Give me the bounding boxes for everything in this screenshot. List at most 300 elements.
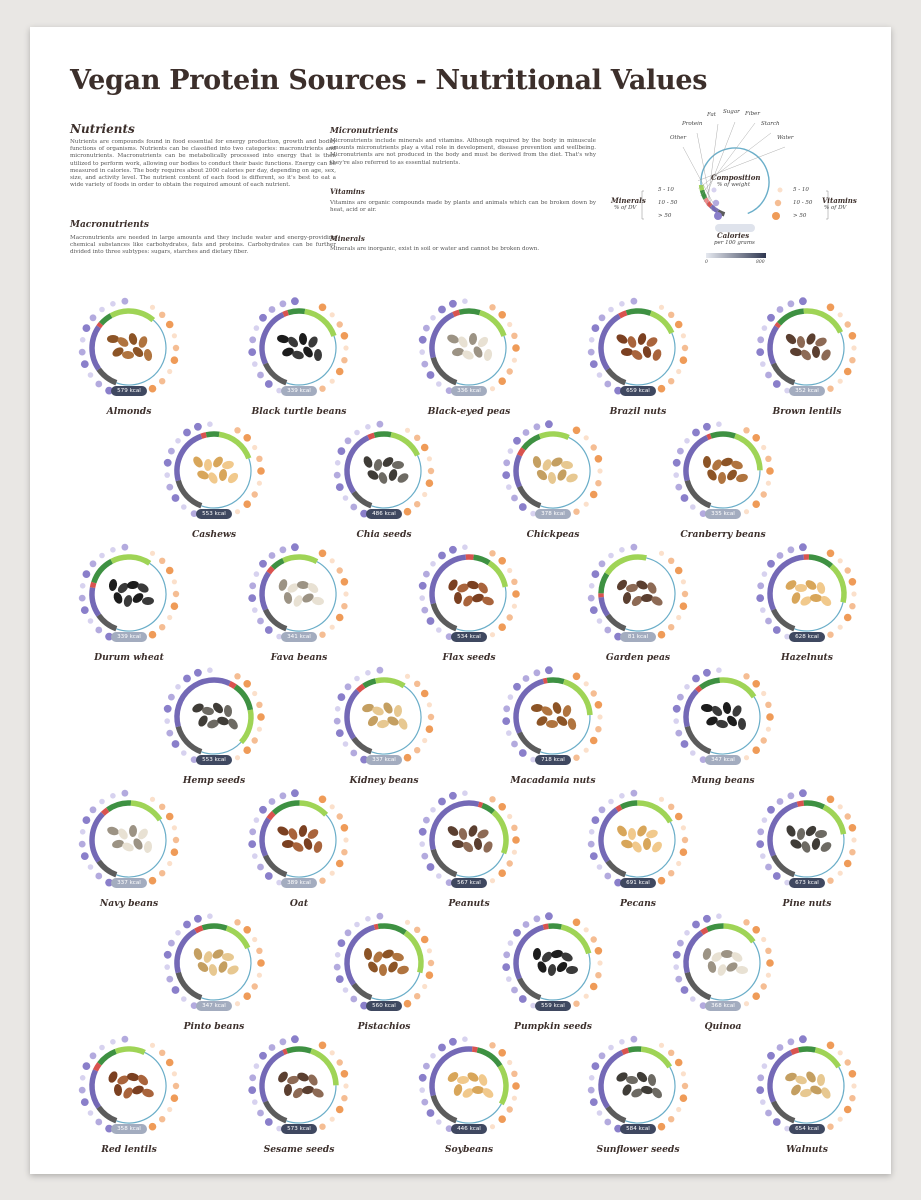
- mineral-bubble: [419, 582, 427, 590]
- food-piece: [790, 591, 802, 605]
- mineral-bubble: [423, 1063, 430, 1070]
- vitamin-bubble: [159, 558, 165, 564]
- mineral-bubble: [799, 297, 807, 305]
- vitamin-bubble: [676, 1107, 681, 1112]
- mineral-bubble: [164, 964, 170, 970]
- calorie-badge: 560 kcal: [366, 1001, 402, 1011]
- vitamin-bubble: [511, 825, 517, 831]
- vitamin-bubble: [851, 837, 856, 842]
- vitamin-bubble: [414, 501, 420, 507]
- vitamin-bubble: [766, 973, 771, 978]
- food-piece: [458, 827, 468, 840]
- food-piece: [393, 705, 402, 718]
- mineral-bubble: [254, 1063, 260, 1069]
- composition-fat: [519, 449, 523, 456]
- mineral-bubble: [338, 693, 346, 701]
- food-name: Black-eyed peas: [427, 406, 511, 417]
- food-piece: [736, 965, 749, 974]
- composition-fat: [99, 324, 101, 327]
- mineral-bubble: [335, 952, 341, 958]
- vitamin-bubble: [149, 1123, 157, 1131]
- mineral-bubble: [449, 546, 457, 554]
- vitamin-bubble: [234, 427, 240, 433]
- vitamin-bubble: [851, 345, 856, 350]
- vitamin-bubble: [675, 567, 683, 575]
- legend-vitamin-dot-0: [778, 188, 783, 193]
- vitamin-bubble: [159, 378, 165, 384]
- vitamin-bubble: [512, 850, 517, 855]
- composition-starch: [724, 926, 754, 942]
- mineral-bubble: [99, 553, 105, 559]
- vitamin-bubble: [489, 796, 495, 802]
- composition-fat: [453, 312, 459, 314]
- vitamin-bubble: [330, 625, 335, 630]
- composition-other: [608, 615, 626, 629]
- food-illustration: [784, 332, 833, 362]
- mineral-bubble: [777, 1044, 784, 1051]
- mineral-bubble: [592, 324, 600, 332]
- vitamin-bubble: [668, 378, 674, 384]
- food-piece: [371, 950, 384, 964]
- legend-protein-label: Protein: [682, 121, 703, 127]
- calorie-badge: 337 kcal: [111, 878, 147, 888]
- mineral-bubble: [335, 706, 341, 712]
- mineral-bubble: [462, 298, 468, 304]
- vitamin-bubble: [498, 557, 506, 565]
- mineral-bubble: [590, 852, 598, 860]
- food-card: [159, 910, 269, 1040]
- vitamin-bubble: [827, 1124, 833, 1130]
- vitamin-bubble: [507, 1060, 512, 1065]
- mineral-bubble: [343, 741, 349, 747]
- vitamin-bubble: [414, 993, 420, 999]
- mineral-bubble: [692, 675, 700, 683]
- vitamin-bubble: [595, 972, 601, 978]
- mineral-bubble: [604, 381, 611, 388]
- mineral-bubble: [365, 424, 371, 430]
- vitamin-bubble: [243, 746, 251, 754]
- mineral-bubble: [80, 337, 86, 343]
- composition-fiber: [374, 434, 391, 435]
- mineral-bubble: [592, 570, 600, 578]
- composition-fat: [543, 680, 547, 681]
- composition-fiber: [628, 1049, 641, 1050]
- mineral-bubble: [427, 863, 435, 871]
- vitamin-bubble: [681, 579, 686, 584]
- mineral-bubble: [619, 1039, 625, 1045]
- vitamin-bubble: [341, 603, 347, 609]
- mineral-bubble: [673, 718, 679, 724]
- composition-fiber: [287, 1049, 311, 1051]
- mineral-bubble: [503, 459, 510, 466]
- mineral-bubble: [436, 627, 442, 633]
- mineral-bubble: [675, 730, 682, 737]
- vitamin-bubble: [341, 578, 349, 586]
- composition-fat: [543, 926, 548, 927]
- composition-fiber: [206, 434, 219, 435]
- food-piece: [735, 473, 748, 483]
- composition-starch: [824, 807, 844, 834]
- mineral-bubble: [88, 372, 94, 378]
- mineral-bubble: [599, 806, 606, 813]
- vitamin-bubble: [421, 444, 429, 452]
- vitamin-bubble: [752, 926, 760, 934]
- mineral-bubble: [207, 421, 213, 427]
- vitamin-bubble: [675, 813, 683, 821]
- mineral-bubble: [252, 853, 258, 859]
- food-piece: [721, 950, 733, 958]
- mineral-bubble: [777, 798, 784, 805]
- vitamin-bubble: [851, 591, 856, 596]
- vitamin-bubble: [330, 379, 335, 384]
- mineral-bubble: [377, 421, 384, 428]
- composition-starch: [489, 563, 505, 587]
- food-piece: [226, 717, 240, 731]
- vitamin-bubble: [404, 508, 412, 516]
- composition-fat: [368, 435, 374, 437]
- mineral-bubble: [280, 792, 287, 799]
- food-card: [74, 541, 184, 671]
- vitamin-bubble: [845, 321, 851, 327]
- vitamin-bubble: [595, 947, 603, 955]
- mineral-bubble: [365, 916, 371, 922]
- food-piece: [472, 1086, 484, 1094]
- vitamin-bubble: [252, 491, 258, 497]
- mineral-bubble: [269, 552, 276, 559]
- vitamin-bubble: [336, 1106, 344, 1114]
- vitamin-bubble: [257, 467, 265, 475]
- mineral-bubble: [252, 361, 258, 367]
- food-card: [668, 910, 778, 1040]
- composition-starch: [540, 434, 569, 437]
- food-illustration: [532, 948, 578, 977]
- food-card: [752, 541, 862, 671]
- mineral-bubble: [519, 749, 527, 757]
- mineral-bubble: [777, 552, 784, 559]
- vitamin-bubble: [668, 1116, 674, 1122]
- vitamin-bubble: [330, 804, 335, 809]
- micronutrients-paragraph: Micronutrients include minerals and vitamins. Although required by the body in minuscule amounts micronutrients play a vital role in development, disease prevention and wellbeing. Micronutrients are not produced in the body and must be derived from the diet. That's why they're also referred to as essential nutrients.: [330, 138, 596, 166]
- composition-starch: [637, 803, 670, 822]
- vitamin-bubble: [414, 681, 420, 687]
- mineral-bubble: [716, 913, 722, 919]
- mineral-bubble: [589, 337, 595, 343]
- food-piece: [651, 348, 663, 362]
- mineral-bubble: [788, 1038, 795, 1045]
- vitamin-bubble: [595, 480, 601, 486]
- food-name: Chia seeds: [356, 529, 412, 540]
- mineral-bubble: [81, 360, 89, 368]
- composition-starch: [720, 680, 754, 697]
- mineral-bubble: [436, 381, 442, 387]
- vitamin-bubble: [507, 614, 513, 620]
- mineral-bubble: [760, 361, 766, 367]
- calorie-badge: 341 kcal: [281, 632, 317, 642]
- legend-segment-fiber: [702, 190, 705, 198]
- composition-other: [608, 1107, 626, 1121]
- mineral-bubble: [122, 790, 129, 797]
- mineral-bubble: [99, 799, 105, 805]
- food-illustration: [784, 578, 833, 608]
- composition-starch: [111, 311, 153, 320]
- composition-fiber: [547, 680, 564, 682]
- food-piece: [122, 350, 135, 359]
- food-piece: [468, 333, 477, 346]
- mineral-bubble: [345, 929, 352, 936]
- composition-other: [773, 610, 794, 629]
- mineral-bubble: [631, 544, 638, 551]
- food-illustration: [276, 824, 324, 854]
- calorie-badge: 347 kcal: [705, 755, 741, 765]
- mineral-bubble: [545, 912, 553, 920]
- food-piece: [795, 584, 807, 592]
- calorie-badge: 579 kcal: [111, 386, 147, 396]
- food-piece: [108, 578, 118, 591]
- vitamin-bubble: [426, 725, 434, 733]
- food-card: [159, 664, 269, 794]
- food-name: Kidney beans: [349, 775, 419, 786]
- mineral-bubble: [716, 667, 722, 673]
- vitamin-bubble: [511, 333, 517, 339]
- food-illustration: [107, 1070, 155, 1100]
- vitamin-bubble: [426, 479, 434, 487]
- food-piece: [785, 824, 798, 838]
- food-piece: [561, 704, 572, 718]
- vitamin-bubble: [159, 804, 165, 810]
- vitamin-bubble: [827, 796, 835, 804]
- food-name: Chickpeas: [526, 529, 580, 540]
- mineral-bubble: [248, 348, 256, 356]
- vitamin-bubble: [682, 837, 688, 843]
- food-piece: [396, 471, 410, 484]
- mineral-bubble: [175, 930, 181, 936]
- mineral-bubble: [767, 806, 775, 814]
- vitamin-bubble: [498, 869, 506, 877]
- mineral-bubble: [350, 996, 357, 1003]
- food-name: Pecans: [620, 898, 656, 909]
- calorie-badge: 358 kcal: [111, 1124, 147, 1134]
- composition-protein: [92, 814, 103, 861]
- food-illustration: [191, 701, 240, 731]
- vitamin-bubble: [511, 1071, 517, 1077]
- mineral-bubble: [590, 360, 598, 368]
- vitamin-bubble: [498, 803, 506, 811]
- legend-calories-min: 0: [705, 260, 708, 265]
- vitamin-bubble: [426, 971, 434, 979]
- food-piece: [710, 704, 724, 718]
- composition-other: [687, 481, 710, 506]
- composition-fat: [283, 313, 288, 315]
- mineral-bubble: [590, 1098, 598, 1106]
- food-piece: [561, 460, 574, 470]
- vitamin-bubble: [766, 713, 774, 721]
- vitamin-bubble: [235, 509, 240, 514]
- food-piece: [306, 335, 319, 349]
- food-piece: [482, 840, 495, 854]
- composition-water: [456, 853, 503, 877]
- composition-starch: [116, 1049, 145, 1052]
- mineral-bubble: [597, 618, 603, 624]
- legend-leader-line: [707, 124, 718, 206]
- food-piece: [565, 472, 579, 484]
- food-piece: [223, 705, 232, 718]
- legend-mineral-dot-0: [712, 188, 717, 193]
- food-piece: [208, 963, 218, 976]
- food-name: Pumpkin seeds: [514, 1021, 592, 1032]
- food-card: [74, 1033, 184, 1163]
- mineral-bubble: [767, 1052, 775, 1060]
- mineral-bubble: [95, 381, 102, 388]
- food-piece: [277, 578, 289, 592]
- vitamins-paragraph: Vitamins are organic compounds made by plants and animals which can be broken down by heat, acid or air.: [330, 200, 596, 214]
- mineral-bubble: [597, 864, 603, 870]
- mineral-bubble: [345, 683, 352, 690]
- vitamin-bubble: [752, 500, 760, 508]
- mineral-bubble: [599, 314, 606, 321]
- food-card: [583, 541, 693, 671]
- mineral-bubble: [181, 504, 187, 510]
- composition-protein: [92, 1070, 99, 1107]
- vitamin-bubble: [159, 624, 165, 630]
- mineral-bubble: [259, 314, 267, 322]
- composition-other: [687, 727, 710, 752]
- mineral-bubble: [269, 1044, 276, 1051]
- food-piece: [387, 468, 398, 482]
- vitamin-bubble: [682, 591, 688, 597]
- composition-fiber: [274, 803, 300, 813]
- mineral-bubble: [81, 1098, 89, 1106]
- mineral-bubble: [166, 730, 173, 737]
- mineral-bubble: [631, 790, 638, 797]
- mineral-bubble: [508, 448, 514, 454]
- vitamin-bubble: [752, 746, 760, 754]
- mineral-bubble: [438, 306, 446, 314]
- composition-fat: [777, 324, 779, 327]
- vitamin-bubble: [511, 579, 517, 585]
- mineral-bubble: [291, 1035, 299, 1043]
- mineral-bubble: [589, 583, 595, 589]
- mineral-bubble: [534, 669, 541, 676]
- food-card: [668, 418, 778, 548]
- mineral-bubble: [183, 921, 191, 929]
- mineral-bubble: [506, 976, 512, 982]
- food-piece: [483, 348, 493, 361]
- vitamin-bubble: [330, 1050, 335, 1055]
- composition-starch: [131, 803, 160, 820]
- mineral-bubble: [449, 1038, 457, 1046]
- vitamin-bubble: [761, 737, 767, 743]
- vitamin-bubble: [595, 455, 603, 463]
- mineral-bubble: [523, 429, 530, 436]
- mineral-bubble: [95, 1119, 102, 1126]
- composition-protein: [601, 597, 608, 615]
- food-name: Navy beans: [99, 898, 159, 909]
- mineral-bubble: [90, 314, 97, 321]
- mineral-bubble: [265, 380, 273, 388]
- legend-mineral-dot-2: [714, 212, 722, 220]
- mineral-bubble: [249, 828, 256, 835]
- legend-vitamin-dot-1: [775, 200, 781, 206]
- mineral-bubble: [767, 560, 775, 568]
- composition-water: [794, 602, 843, 631]
- mineral-bubble: [110, 547, 116, 553]
- mineral-bubble: [757, 1074, 764, 1081]
- mineral-bubble: [249, 336, 256, 343]
- food-name: Fava beans: [270, 652, 328, 663]
- vitamin-bubble: [422, 738, 427, 743]
- food-card: [329, 418, 439, 548]
- mineral-bubble: [673, 459, 681, 467]
- mineral-bubble: [427, 1109, 435, 1117]
- vitamin-bubble: [584, 927, 589, 932]
- vitamin-bubble: [658, 1123, 666, 1131]
- mineral-bubble: [690, 996, 696, 1002]
- mineral-bubble: [703, 423, 711, 431]
- mineral-bubble: [502, 963, 510, 971]
- vitamin-bubble: [668, 558, 674, 564]
- mineral-bubble: [588, 349, 595, 356]
- vitamin-bubble: [573, 919, 581, 927]
- macronutrients-paragraph: Macronutrients are needed in large amounts and they include water and energy-providing chemical substances like carbohydrates, fats and proteins. Carbohydrates can be further divided into three subtypes: sugars, starches and dietary fiber.: [70, 235, 336, 256]
- food-piece: [142, 597, 154, 605]
- food-piece: [646, 581, 659, 595]
- mineral-bubble: [684, 438, 690, 444]
- composition-fat: [103, 810, 108, 814]
- food-piece: [626, 1075, 639, 1084]
- composition-fat: [201, 435, 206, 436]
- vitamin-bubble: [421, 936, 429, 944]
- mineral-bubble: [83, 1062, 91, 1070]
- vitamin-bubble: [668, 804, 674, 810]
- mineral-bubble: [194, 915, 202, 923]
- mineral-bubble: [168, 448, 175, 455]
- mineral-bubble: [257, 864, 264, 871]
- vitamin-bubble: [257, 959, 265, 967]
- legend-vitamins-sub: % of DV: [824, 205, 847, 211]
- vitamin-bubble: [167, 861, 172, 866]
- food-piece: [276, 334, 289, 344]
- vitamin-bubble: [149, 631, 157, 639]
- composition-water: [201, 742, 241, 754]
- composition-protein: [601, 316, 619, 369]
- food-illustration: [701, 701, 747, 730]
- composition-other: [99, 1107, 117, 1121]
- food-piece: [286, 335, 300, 349]
- mineral-bubble: [122, 298, 129, 305]
- composition-fiber: [108, 803, 131, 810]
- vitamin-bubble: [341, 332, 349, 340]
- composition-fiber: [799, 1049, 816, 1050]
- food-illustration: [108, 578, 154, 607]
- vitamin-bubble: [766, 467, 774, 475]
- vitamin-bubble: [428, 714, 434, 720]
- food-piece: [467, 824, 479, 838]
- vitamin-bubble: [489, 550, 495, 556]
- vitamin-bubble: [150, 1043, 155, 1048]
- food-piece: [566, 965, 579, 974]
- composition-fat: [791, 1050, 798, 1053]
- food-piece: [615, 824, 629, 838]
- food-piece: [796, 335, 806, 348]
- food-name: Sunflower seeds: [596, 1144, 680, 1155]
- vitamin-bubble: [507, 368, 513, 374]
- vitamin-bubble: [166, 1059, 174, 1067]
- composition-starch: [641, 1049, 670, 1067]
- mineral-bubble: [690, 750, 696, 756]
- vitamin-bubble: [341, 357, 347, 363]
- vitamin-bubble: [765, 456, 771, 462]
- mineral-bubble: [588, 841, 595, 848]
